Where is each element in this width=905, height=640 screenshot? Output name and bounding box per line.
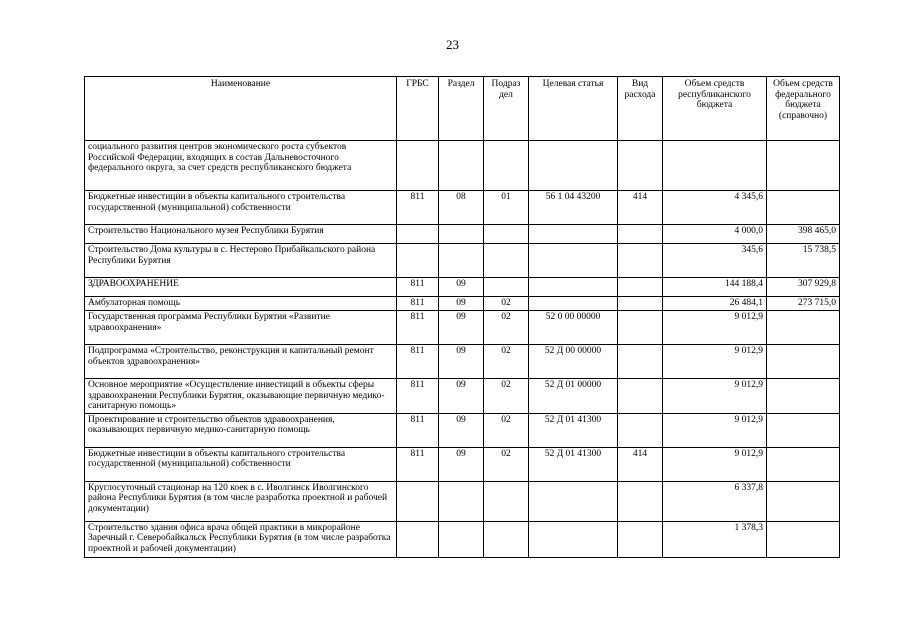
cell-grbs <box>397 481 439 521</box>
header-rep-budget: Объем средств республиканского бюджета <box>663 77 767 141</box>
cell-vid: 414 <box>618 191 663 225</box>
table-row <box>85 447 840 481</box>
cell-name: Амбулаторная помощь <box>85 297 397 311</box>
cell-razdel <box>439 141 484 191</box>
cell-vid <box>618 311 663 345</box>
cell-name: Основное мероприятие «Осуществление инвестиций в объекты сферы здравоохранения Республики Бурятия, оказывающие первичную медико-санитарную помощь» <box>85 379 397 414</box>
cell-fed-budget <box>767 379 840 414</box>
cell-razdel: 09 <box>439 447 484 481</box>
cell-podrazdel <box>484 278 529 297</box>
cell-razdel: 09 <box>439 278 484 297</box>
cell-fed-budget <box>767 191 840 225</box>
cell-vid <box>618 481 663 521</box>
cell-name: Круглосуточный стационар на 120 коек в с. Иволгинск Иволгинского района Республики Бурятия (в том числе разработка проектной и рабочей документации) <box>85 481 397 521</box>
cell-podrazdel <box>484 225 529 244</box>
table-row <box>85 481 840 521</box>
table-row <box>85 278 840 297</box>
cell-vid <box>618 521 663 557</box>
cell-tselevaya: 52 Д 00 00000 <box>529 345 618 379</box>
cell-podrazdel <box>484 481 529 521</box>
cell-podrazdel <box>484 521 529 557</box>
cell-tselevaya <box>529 225 618 244</box>
cell-tselevaya <box>529 297 618 311</box>
cell-fed-budget <box>767 311 840 345</box>
cell-grbs <box>397 225 439 244</box>
cell-vid <box>618 225 663 244</box>
cell-tselevaya <box>529 141 618 191</box>
cell-rep-budget: 4 000,0 <box>663 225 767 244</box>
cell-rep-budget: 1 378,3 <box>663 521 767 557</box>
cell-grbs <box>397 244 439 278</box>
cell-rep-budget: 4 345,6 <box>663 191 767 225</box>
header-podrazdel: Подраз дел <box>484 77 529 141</box>
cell-tselevaya: 52 0 00 00000 <box>529 311 618 345</box>
cell-grbs: 811 <box>397 413 439 447</box>
cell-fed-budget: 398 465,0 <box>767 225 840 244</box>
cell-rep-budget: 9 012,9 <box>663 447 767 481</box>
cell-razdel: 09 <box>439 379 484 414</box>
cell-name: Строительство Национального музея Республики Бурятия <box>85 225 397 244</box>
cell-fed-budget: 15 738,5 <box>767 244 840 278</box>
cell-name: Подпрограмма «Строительство, реконструкция и капитальный ремонт объектов здравоохранения» <box>85 345 397 379</box>
header-fed-budget: Объем средств федерального бюджета (справочно) <box>767 77 840 141</box>
cell-razdel: 09 <box>439 413 484 447</box>
header-vid: Вид расхода <box>618 77 663 141</box>
cell-podrazdel: 02 <box>484 413 529 447</box>
cell-razdel <box>439 481 484 521</box>
cell-razdel <box>439 225 484 244</box>
table-header <box>85 77 840 141</box>
cell-rep-budget: 6 337,8 <box>663 481 767 521</box>
cell-tselevaya: 52 Д 01 41300 <box>529 413 618 447</box>
cell-vid <box>618 413 663 447</box>
cell-podrazdel: 02 <box>484 311 529 345</box>
cell-grbs: 811 <box>397 345 439 379</box>
cell-name: ЗДРАВООХРАНЕНИЕ <box>85 278 397 297</box>
cell-grbs: 811 <box>397 278 439 297</box>
cell-name: Проектирование и строительство объектов здравоохранения, оказывающих первичную медико-санитарную помощь <box>85 413 397 447</box>
table-row <box>85 141 840 191</box>
cell-razdel <box>439 521 484 557</box>
cell-name: Строительство здания офиса врача общей практики в микрорайоне Заречный г. Северобайкальск Республики Бурятия (в том числе разработка проектной и рабочей документации) <box>85 521 397 557</box>
cell-podrazdel: 02 <box>484 345 529 379</box>
cell-grbs <box>397 521 439 557</box>
cell-grbs: 811 <box>397 191 439 225</box>
table-row <box>85 191 840 225</box>
cell-vid <box>618 244 663 278</box>
cell-rep-budget: 26 484,1 <box>663 297 767 311</box>
cell-vid: 414 <box>618 447 663 481</box>
cell-grbs <box>397 141 439 191</box>
cell-vid <box>618 297 663 311</box>
table-body <box>85 141 840 558</box>
cell-fed-budget <box>767 345 840 379</box>
cell-grbs: 811 <box>397 297 439 311</box>
cell-name: Государственная программа Республики Бурятия «Развитие здравоохранения» <box>85 311 397 345</box>
cell-name: Строительство Дома культуры в с. Нестерово Прибайкальского района Республики Бурятия <box>85 244 397 278</box>
header-name: Наименование <box>85 77 397 141</box>
cell-rep-budget <box>663 141 767 191</box>
cell-name: Бюджетные инвестиции в объекты капитального строительства государственной (муниципальной) собственности <box>85 447 397 481</box>
table-row <box>85 379 840 414</box>
cell-podrazdel <box>484 141 529 191</box>
cell-tselevaya <box>529 278 618 297</box>
page-number: 23 <box>446 37 459 52</box>
cell-fed-budget <box>767 141 840 191</box>
cell-fed-budget <box>767 521 840 557</box>
cell-grbs: 811 <box>397 311 439 345</box>
table-row <box>85 413 840 447</box>
cell-fed-budget <box>767 481 840 521</box>
cell-razdel <box>439 244 484 278</box>
cell-razdel: 08 <box>439 191 484 225</box>
table-row <box>85 225 840 244</box>
cell-razdel: 09 <box>439 311 484 345</box>
cell-tselevaya <box>529 481 618 521</box>
cell-tselevaya: 56 1 04 43200 <box>529 191 618 225</box>
cell-grbs: 811 <box>397 379 439 414</box>
cell-rep-budget: 144 188,4 <box>663 278 767 297</box>
cell-rep-budget: 9 012,9 <box>663 413 767 447</box>
cell-rep-budget: 9 012,9 <box>663 345 767 379</box>
table-row <box>85 345 840 379</box>
cell-tselevaya <box>529 244 618 278</box>
cell-tselevaya <box>529 521 618 557</box>
cell-razdel: 09 <box>439 297 484 311</box>
cell-podrazdel: 01 <box>484 191 529 225</box>
cell-rep-budget: 345,6 <box>663 244 767 278</box>
cell-rep-budget: 9 012,9 <box>663 379 767 414</box>
cell-fed-budget: 273 715,0 <box>767 297 840 311</box>
cell-fed-budget <box>767 447 840 481</box>
table-row <box>85 244 840 278</box>
table-row <box>85 297 840 311</box>
table-row <box>85 521 840 557</box>
cell-name: социального развития центров экономического роста субъектов Российской Федерации, входящих в состав Дальневосточного федерального округа, за счет средств республиканского бюджета <box>85 141 397 191</box>
cell-fed-budget: 307 929,8 <box>767 278 840 297</box>
cell-podrazdel: 02 <box>484 379 529 414</box>
cell-grbs: 811 <box>397 447 439 481</box>
header-grbs: ГРБС <box>397 77 439 141</box>
cell-tselevaya: 52 Д 01 00000 <box>529 379 618 414</box>
header-razdel: Раздел <box>439 77 484 141</box>
cell-vid <box>618 345 663 379</box>
cell-podrazdel: 02 <box>484 297 529 311</box>
cell-fed-budget <box>767 413 840 447</box>
cell-vid <box>618 141 663 191</box>
cell-razdel: 09 <box>439 345 484 379</box>
header-row <box>85 77 840 141</box>
cell-vid <box>618 278 663 297</box>
cell-podrazdel <box>484 244 529 278</box>
cell-podrazdel: 02 <box>484 447 529 481</box>
header-tselevaya: Целевая статья <box>529 77 618 141</box>
table-row <box>85 311 840 345</box>
budget-table <box>84 76 840 558</box>
cell-name: Бюджетные инвестиции в объекты капитального строительства государственной (муниципальной) собственности <box>85 191 397 225</box>
cell-tselevaya: 52 Д 01 41300 <box>529 447 618 481</box>
cell-rep-budget: 9 012,9 <box>663 311 767 345</box>
cell-vid <box>618 379 663 414</box>
